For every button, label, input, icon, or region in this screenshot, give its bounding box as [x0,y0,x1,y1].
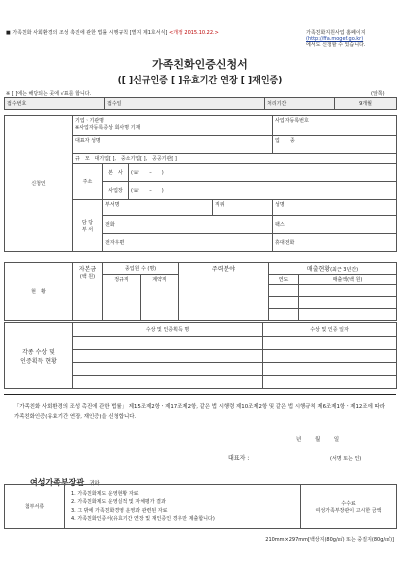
attachment-item: 1. 가족친화제도 운영현황 자료 [71,490,139,497]
regular-staff-field[interactable] [103,275,141,321]
award-date-cell[interactable] [263,376,397,389]
capital-label: 자본금 [78,266,97,273]
award-date-header: 수상 및 인증 일자 [263,323,397,337]
law-reference [6,30,219,36]
biz-no-label: 사업자등록번호 [275,118,309,124]
award-name-cell[interactable] [73,376,263,389]
recipient-name: 여성가족부장관 [30,478,85,487]
mobile-label: 휴대전화 [275,240,295,246]
status-side-label: 현 황 [5,263,73,321]
date-line [296,437,339,443]
sales-year-cell[interactable] [269,297,299,309]
rank-field[interactable] [213,200,273,216]
scale-mid-checkbox[interactable]: 중소기업[ ], [120,156,148,162]
mobile-field[interactable] [273,234,397,252]
site-note: 에서도 신청할 수 있습니다. [306,42,366,48]
law-reference-text: ■ 가족친화 사회환경의 조성 촉진에 관한 법률 시행규칙 [별지 제1호서식] [6,30,168,36]
rep-name-field[interactable] [73,136,273,154]
form-title: 가족친화인증신청서 [152,58,248,71]
sales-amount-cell[interactable] [299,297,397,309]
attachment-item: 3. 그 밖에 가족친화경영 운영과 관련된 자료 [71,507,168,514]
site-address-field[interactable] [129,182,397,200]
award-date-cell[interactable] [263,337,397,350]
org-name-field[interactable] [73,116,273,136]
industry-field[interactable] [273,136,397,154]
sales-header [269,263,397,275]
nonregular-staff-label: 계약직 [152,277,167,283]
contact-name-label: 성명 [275,202,285,208]
signature-note[interactable]: (서명 또는 인) [330,456,362,462]
sales-year-cell[interactable] [269,309,299,321]
site-label: 가족친화지원사업 홈페이지 [306,30,366,36]
processing-period-label: 처리기간 [265,98,335,110]
nonregular-staff-field[interactable] [141,275,179,321]
sales-year-cell[interactable] [269,285,299,297]
sales-amount-cell[interactable] [299,285,397,297]
processing-period-value: 9개월 [335,98,397,110]
fax-field[interactable] [273,216,397,234]
awards-side-label: 각종 수상 및 인증획득 현황 [5,323,73,389]
fee-label: 수수료 [341,500,356,507]
industry-label: 업 종 [275,138,295,144]
date-year-label: 년 [296,437,302,443]
receipt-no-label: 접수번호 [5,98,105,110]
product-label: 주력분야 [211,266,236,273]
regular-staff-label: 정규직 [114,277,129,283]
site-phone-text: (☏ – ) [131,188,164,194]
sales-amount-header: 매출액(백 원) [299,275,397,285]
declaration-text: 「가족친화 사회환경의 조성 촉진에 관한 법률」 제15조제2항ㆍ제17조제2항, 같은 법 시행령 제10조제2항 및 같은 법 시행규칙 제6조제1항ㆍ제12조에 따라 가족친화인증(유효기간 연장, 재인증)을 신청합니다. [14,404,385,421]
site-label: 사업장 [103,182,129,200]
award-date-cell[interactable] [263,363,397,376]
declaration-divider [4,394,396,395]
award-name-header: 수상 및 인증획득 명 [73,323,263,337]
award-date-cell[interactable] [263,350,397,363]
date-month-label: 월 [314,437,321,443]
product-field[interactable] [179,263,269,321]
org-name-label: 기업ㆍ기관명 [75,118,104,124]
sales-note: (최근 3년간) [330,267,359,273]
attachment-item: 4. 가족친화인증서(유효기간 연장 및 재인증인 경우만 제출합니다) [71,516,215,522]
contact-dept-label: 담 당 부 서 [73,200,103,252]
receipt-table [4,97,397,110]
sales-label: 매출현황 [306,266,331,273]
hq-label: 본 사 [103,164,129,182]
dept-name-label: 부서명 [105,202,120,208]
hq-phone-text: (☏ – ) [131,170,164,176]
attachments-table [4,484,397,529]
org-name-note: ※사업자등록증상 회사명 기재 [75,125,141,131]
contact-name-field[interactable] [273,200,397,216]
award-name-cell[interactable] [73,350,263,363]
rank-label: 직위 [215,202,225,208]
form-subtitle: ([ ]신규인증 [ ]유효기간 연장 [ ]재인증) [117,76,283,86]
revision-text: <개정 2015.10.22.> [168,30,219,36]
paper-spec-footer: 210mm×297mm[백상지(80g/㎡) 또는 중질지(80g/㎡)] [265,537,394,543]
phone-label: 전화 [105,222,115,228]
attachments-list [65,485,301,529]
award-name-cell[interactable] [73,337,263,350]
status-table [4,262,397,321]
fee-cell [301,485,397,529]
email-field[interactable] [103,234,273,252]
year-header: 연도 [269,275,299,285]
recipient-suffix: 귀하 [89,481,100,487]
sales-amount-cell[interactable] [299,309,397,321]
rep-name-label: 대표자 성명 [75,138,101,144]
fax-label: 팩스 [275,222,285,228]
applicant-side-label: 신청인 [5,116,73,252]
fee-value: 여성가족부장관이 고시한 금액 [315,507,382,514]
phone-field[interactable] [103,216,273,234]
scale-public-checkbox[interactable]: 공공기관[ ] [152,156,177,162]
awards-table [4,322,397,389]
email-label: 전자우편 [105,240,125,246]
applicant-table [4,115,397,252]
attachment-item: 2. 가족친화제도 운영실적 및 자체평가 결과 [71,499,166,505]
signature-label: 대표자 : [228,455,250,462]
scale-label: 규 모 [75,156,90,162]
address-label: 주소 [73,164,103,200]
page-side-note: (앞쪽) [371,91,385,97]
attachments-label: 첨부서류 [5,485,65,529]
capital-field[interactable] [73,263,103,321]
capital-unit: (백 원) [79,274,96,280]
dept-name-field[interactable] [103,200,213,216]
site-url-link[interactable]: (http://ffa.mogef.go.kr) [306,36,364,42]
award-name-cell[interactable] [73,363,263,376]
scale-row [73,154,397,164]
staff-count-label: 종업원 수 (명) [103,263,179,275]
receipt-date-label: 접수일 [105,98,265,110]
biz-no-field[interactable] [273,116,397,136]
date-day-label: 일 [333,437,340,443]
checkbox-note: ※ [ ]에는 해당되는 곳에 √표를 합니다. [6,91,92,97]
scale-large-checkbox[interactable]: 대기업[ ], [94,156,117,162]
hq-address-field[interactable] [129,164,397,182]
